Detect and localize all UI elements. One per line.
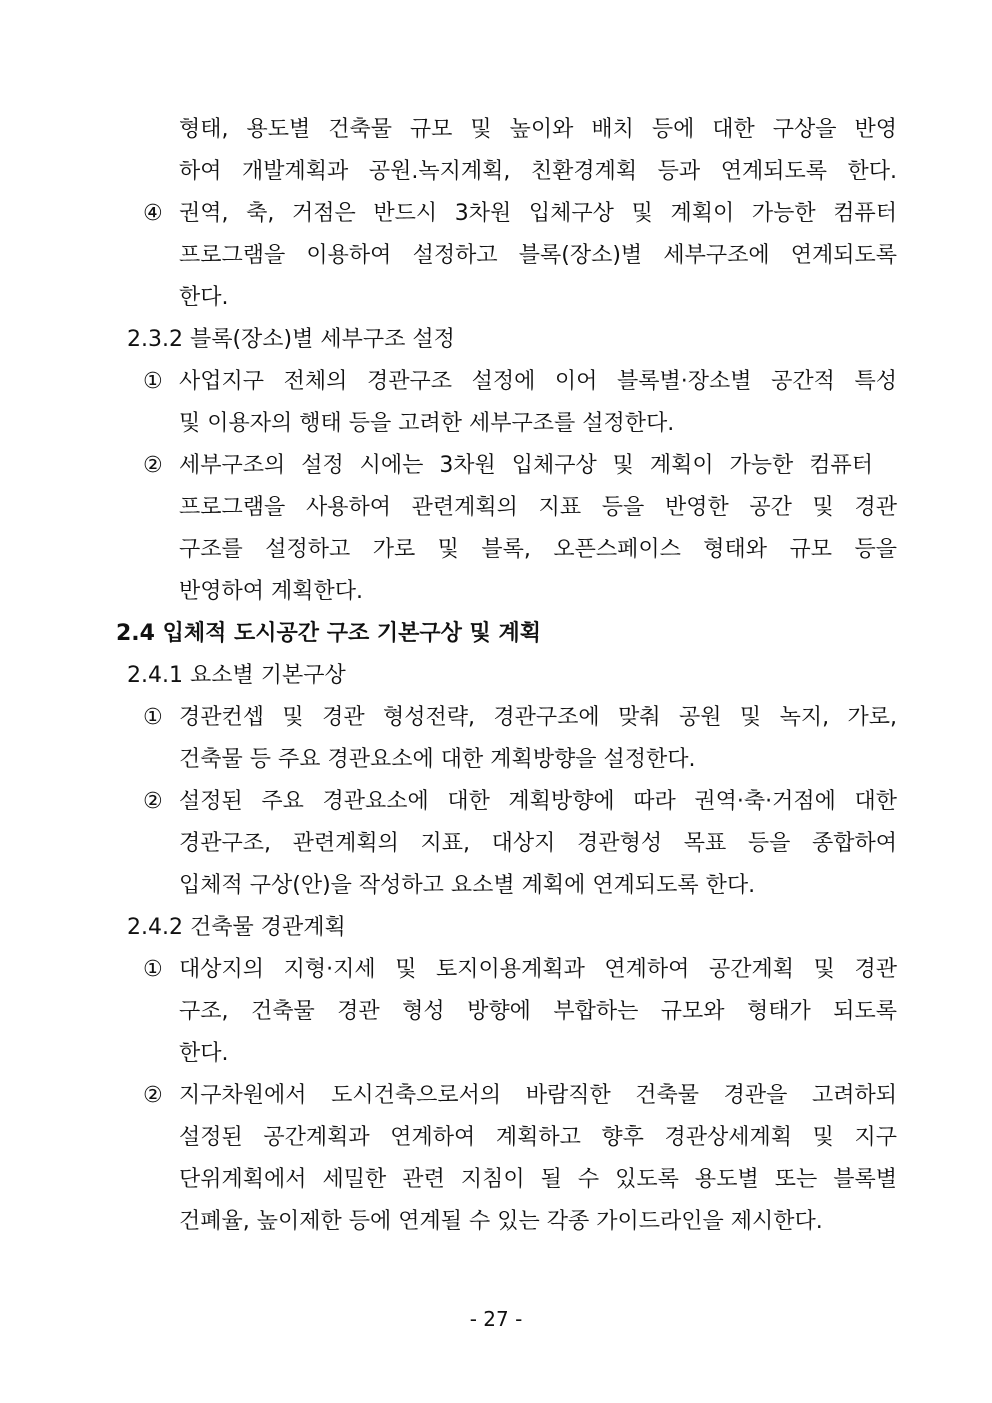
paragraph-line: 구조를 설정하고 가로 및 블록, 오픈스페이스 형태와 규모 등을 (179, 537, 897, 562)
paragraph-line: 권역, 축, 거점은 반드시 3차원 입체구상 및 계획이 가능한 컴퓨터 (179, 201, 897, 226)
paragraph-line: 하여 개발계획과 공원.녹지계획, 친환경계획 등과 연계되도록 한다. (179, 159, 897, 184)
paragraph-line: 건폐율, 높이제한 등에 연계될 수 있는 각종 가이드라인을 제시한다. (179, 1209, 823, 1234)
paragraph-line: 경관컨셉 및 경관 형성전략, 경관구조에 맞춰 공원 및 녹지, 가로, (179, 705, 897, 730)
paragraph-line: 단위계획에서 세밀한 관련 지침이 될 수 있도록 용도별 또는 블록별 (179, 1167, 897, 1192)
paragraph-line: 입체적 구상(안)을 작성하고 요소별 계획에 연계되도록 한다. (179, 873, 756, 898)
list-marker: ① (143, 705, 163, 730)
paragraph-line: 지구차원에서 도시건축으로서의 바람직한 건축물 경관을 고려하되 (179, 1083, 897, 1108)
paragraph-line: 한다. (179, 1041, 229, 1066)
paragraph-line: 형태, 용도별 건축물 규모 및 높이와 배치 등에 대한 구상을 반영 (179, 117, 897, 142)
subsection-heading: 2.4.1 요소별 기본구상 (127, 663, 346, 688)
list-marker: ① (143, 957, 163, 982)
page-number: - 27 - (469, 1307, 523, 1331)
paragraph-line: 경관구조, 관련계획의 지표, 대상지 경관형성 목표 등을 종합하여 (179, 831, 897, 856)
paragraph-line: 한다. (179, 285, 229, 310)
paragraph-line: 건축물 등 주요 경관요소에 대한 계획방향을 설정한다. (179, 747, 696, 772)
list-marker: ② (143, 789, 163, 814)
paragraph-line: 설정된 공간계획과 연계하여 계획하고 향후 경관상세계획 및 지구 (179, 1125, 897, 1150)
paragraph-line: 프로그램을 사용하여 관련계획의 지표 등을 반영한 공간 및 경관 (179, 495, 897, 520)
paragraph-line: 대상지의 지형·지세 및 토지이용계획과 연계하여 공간계획 및 경관 (179, 957, 897, 982)
paragraph-line: 프로그램을 이용하여 설정하고 블록(장소)별 세부구조에 연계되도록 (179, 243, 897, 268)
list-marker: ② (143, 1083, 163, 1108)
list-marker: ② (143, 453, 163, 478)
list-marker: ① (143, 369, 163, 394)
paragraph-line: 및 이용자의 행태 등을 고려한 세부구조를 설정한다. (179, 411, 675, 436)
subsection-heading: 2.3.2 블록(장소)별 세부구조 설정 (127, 327, 455, 352)
paragraph-line: 반영하여 계획한다. (179, 579, 364, 604)
paragraph-line: 사업지구 전체의 경관구조 설정에 이어 블록별·장소별 공간적 특성 (179, 369, 897, 394)
section-heading: 2.4 입체적 도시공간 구조 기본구상 및 계획 (116, 621, 541, 646)
subsection-heading: 2.4.2 건축물 경관계획 (127, 915, 346, 940)
paragraph-line: 세부구조의 설정 시에는 3차원 입체구상 및 계획이 가능한 컴퓨터 (179, 453, 873, 478)
paragraph-line: 설정된 주요 경관요소에 대한 계획방향에 따라 권역·축·거점에 대한 (179, 789, 897, 814)
list-marker: ④ (143, 201, 163, 226)
paragraph-line: 구조, 건축물 경관 형성 방향에 부합하는 규모와 형태가 되도록 (179, 999, 897, 1024)
